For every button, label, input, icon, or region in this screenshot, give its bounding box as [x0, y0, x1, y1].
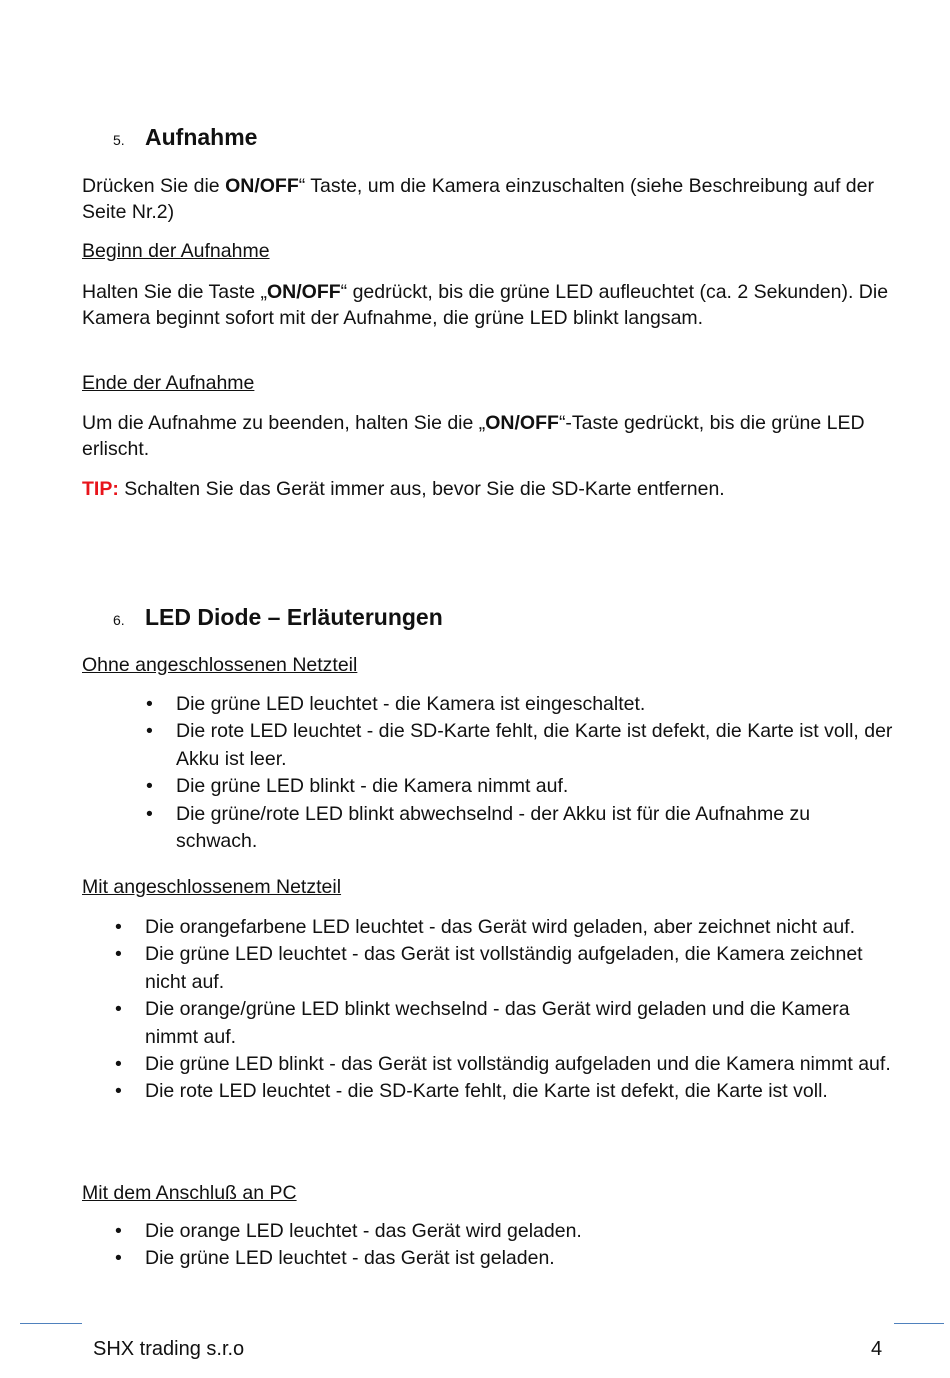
- end-text: Um die Aufnahme zu beenden, halten Sie die „: [82, 412, 486, 434]
- section-number: 6.: [113, 612, 125, 628]
- section-6-heading: [113, 604, 443, 631]
- intro-text-rest: “ Taste, um die Kamera einzuschalten (siehe Beschreibung auf der Seite Nr.2): [82, 175, 874, 223]
- start-text-rest: “ gedrückt, bis die grüne LED aufleuchtet (ca. 2 Sekunden). Die Kamera beginnt sofort mit der Aufnahme, die grüne LED blinkt langsam.: [82, 281, 889, 329]
- tip-label: TIP:: [82, 478, 119, 500]
- section-number: 5.: [113, 132, 125, 148]
- led-list-without-adapter: [176, 691, 896, 855]
- list-item: • Die grüne/rote LED blinkt abwechselnd - der Akku ist für die Aufnahme zu schwach.: [176, 801, 896, 856]
- list-item: • Die rote LED leuchtet - die SD-Karte fehlt, die Karte ist defekt, die Karte ist voll.: [145, 1078, 905, 1105]
- list-item: • Die orangefarbene LED leuchtet - das Gerät wird geladen, aber zeichnet nicht auf.: [145, 914, 905, 941]
- start-text: Halten Sie die Taste „: [82, 281, 267, 303]
- footer-company: SHX trading s.r.o: [93, 1338, 245, 1360]
- footer-rule-right: [894, 1323, 944, 1324]
- subheading-pc-connection: Mit dem Anschluß an PC: [82, 1182, 297, 1204]
- list-item: • Die grüne LED leuchtet - das Gerät ist geladen.: [145, 1245, 905, 1272]
- section-title: LED Diode – Erläuterungen: [145, 604, 443, 630]
- led-list-pc-connection: [145, 1218, 905, 1273]
- end-recording-paragraph: [82, 410, 892, 462]
- subheading-with-power-adapter: Mit angeschlossenem Netzteil: [82, 876, 342, 898]
- on-off-key-label: ON/OFF: [267, 281, 341, 303]
- footer-rule-left: [20, 1323, 82, 1324]
- list-item: • Die orange LED leuchtet - das Gerät wird geladen.: [145, 1218, 905, 1245]
- list-item: • Die rote LED leuchtet - die SD-Karte fehlt, die Karte ist defekt, die Karte ist voll, der Akku ist leer.: [176, 718, 896, 773]
- section-5-heading: [113, 124, 257, 151]
- section-title: Aufnahme: [145, 124, 258, 150]
- subheading-start-recording: Beginn der Aufnahme: [82, 240, 270, 262]
- end-text-rest: “-Taste gedrückt, bis die grüne LED erlischt.: [82, 412, 865, 460]
- tip-paragraph: [82, 476, 892, 502]
- subheading-without-power-adapter: Ohne angeschlossenen Netzteil: [82, 654, 358, 676]
- start-recording-paragraph: [82, 279, 892, 331]
- subheading-end-recording: Ende der Aufnahme: [82, 372, 255, 394]
- list-item: • Die grüne LED blinkt - das Gerät ist vollständig aufgeladen und die Kamera nimmt auf.: [145, 1051, 905, 1078]
- list-item: • Die orange/grüne LED blinkt wechselnd - das Gerät wird geladen und die Kamera nimmt auf.: [145, 996, 905, 1051]
- on-off-key-label: ON/OFF: [225, 175, 299, 197]
- intro-text: Drücken Sie die: [82, 175, 226, 197]
- on-off-key-label: ON/OFF: [485, 412, 559, 434]
- intro-paragraph: [82, 173, 892, 225]
- list-item: • Die grüne LED leuchtet - das Gerät ist vollständig aufgeladen, die Kamera zeichnet nicht auf.: [145, 941, 905, 996]
- led-list-with-adapter: [145, 914, 905, 1106]
- page-number: 4: [871, 1338, 883, 1360]
- list-item: • Die grüne LED blinkt - die Kamera nimmt auf.: [176, 773, 896, 800]
- tip-text: Schalten Sie das Gerät immer aus, bevor Sie die SD-Karte entfernen.: [118, 478, 725, 500]
- list-item: • Die grüne LED leuchtet - die Kamera ist eingeschaltet.: [176, 691, 896, 718]
